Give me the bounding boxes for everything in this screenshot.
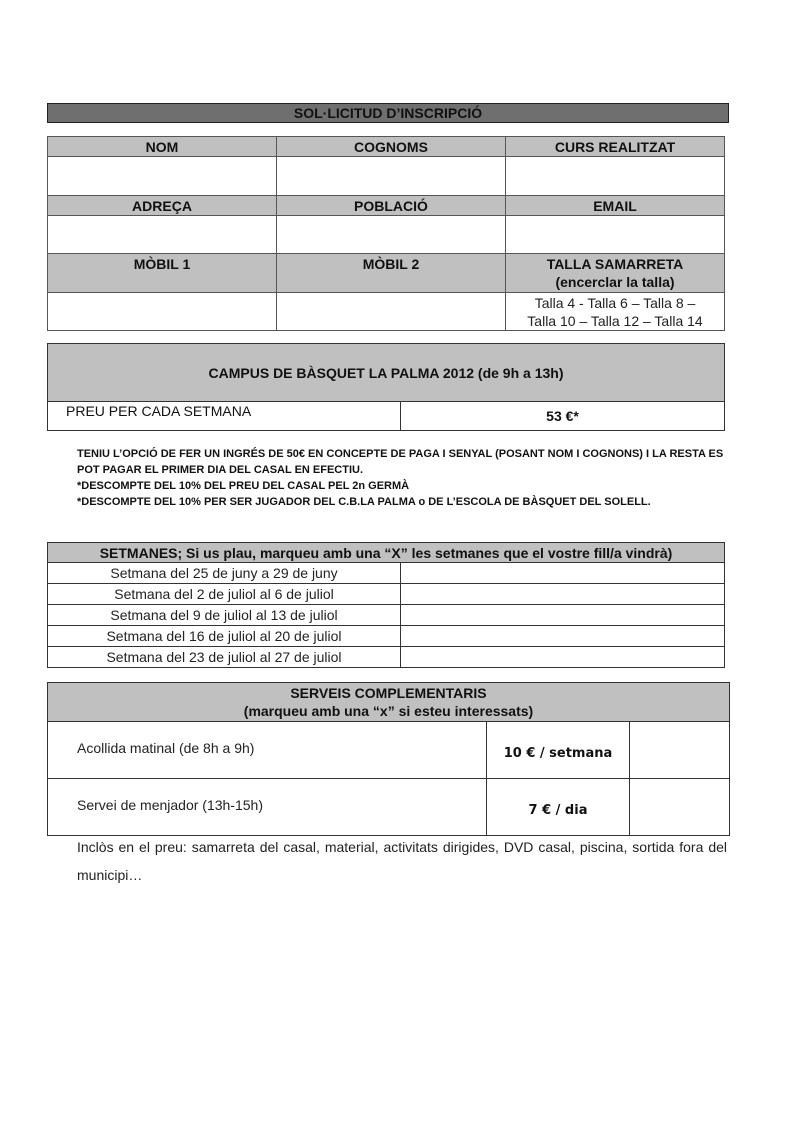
talla-options[interactable] [506, 293, 725, 331]
service-label: Acollida matinal (de 8h a 9h) [48, 722, 487, 779]
service-label: Servei de menjador (13h-15h) [48, 779, 487, 836]
form-title: SOL·LICITUD D’INSCRIPCIÓ [47, 103, 729, 123]
mobil2-field[interactable] [277, 293, 506, 331]
week-mark-cell[interactable] [401, 584, 725, 605]
poblacio-field[interactable] [277, 216, 506, 254]
talla-samarreta-note: (encerclar la talla) [555, 274, 675, 290]
registration-table [47, 136, 725, 331]
cognoms-field[interactable] [277, 157, 506, 196]
curs-realitzat-label: CURS REALITZAT [506, 137, 725, 157]
week-mark-cell[interactable] [401, 563, 725, 584]
campus-title: CAMPUS DE BÀSQUET LA PALMA 2012 (de 9h a 13h) [48, 344, 725, 402]
week-label: Setmana del 2 de juliol al 6 de juliol [48, 584, 401, 605]
note-deposit: TENIU L’OPCIÓ DE FER UN INGRÉS DE 50€ EN CONCEPTE DE PAGA I SENYAL (POSANT NOM I COGNONS) I LA RESTA ES POT PAGAR EL PRIMER DIA DEL CASAL EN EFECTIU. [77, 448, 724, 476]
nom-field[interactable] [48, 157, 277, 196]
email-field[interactable] [506, 216, 725, 254]
service-price-text: 10 € / setmana [503, 746, 613, 761]
included-note: Inclòs en el preu: samarreta del casal, material, activitats dirigides, DVD casal, piscina, sortida fora del municipi… [77, 839, 727, 883]
service-price [487, 779, 630, 836]
payment-notes [77, 446, 727, 510]
week-mark-cell[interactable] [401, 647, 725, 668]
adreca-label: ADREÇA [48, 196, 277, 216]
week-label: Setmana del 25 de juny a 29 de juny [48, 563, 401, 584]
mobil1-label: MÒBIL 1 [48, 254, 277, 293]
week-label: Setmana del 9 de juliol al 13 de juliol [48, 605, 401, 626]
week-label: Setmana del 16 de juliol al 20 de juliol [48, 626, 401, 647]
mobil1-field[interactable] [48, 293, 277, 331]
note-club-discount: *DESCOMPTE DEL 10% PER SER JUGADOR DEL C.B.LA PALMA o DE L’ESCOLA DE BÀSQUET DEL SOLELL. [77, 496, 651, 508]
campus-table [47, 343, 725, 431]
email-label: EMAIL [506, 196, 725, 216]
talla-options-line1: Talla 4 - Talla 6 – Talla 8 – [534, 294, 696, 311]
cognoms-label: COGNOMS [277, 137, 506, 157]
weeks-header: SETMANES; Si us plau, marqueu amb una “X” les setmanes que el vostre fill/a vindrà) [48, 543, 725, 563]
nom-label: NOM [48, 137, 277, 157]
service-price-text: 7 € / dia [528, 803, 588, 818]
week-mark-cell[interactable] [401, 605, 725, 626]
services-table [47, 682, 730, 836]
talla-samarreta-label [506, 254, 725, 293]
mobil2-label: MÒBIL 2 [277, 254, 506, 293]
week-mark-cell[interactable] [401, 626, 725, 647]
weeks-table [47, 542, 725, 668]
service-mark-cell[interactable] [630, 722, 730, 779]
talla-samarreta-title: TALLA SAMARRETA [546, 256, 684, 272]
services-title: SERVEIS COMPLEMENTARIS [290, 685, 487, 701]
talla-options-line2: Talla 10 – Talla 12 – Talla 14 [527, 312, 703, 329]
services-header [48, 683, 730, 722]
curs-realitzat-field[interactable] [506, 157, 725, 196]
service-price [487, 722, 630, 779]
service-mark-cell[interactable] [630, 779, 730, 836]
poblacio-label: POBLACIÓ [277, 196, 506, 216]
note-sibling-discount: *DESCOMPTE DEL 10% DEL PREU DEL CASAL PEL 2n GERMÀ [77, 480, 410, 492]
price-value: 53 €* [401, 402, 725, 431]
services-instructions: (marqueu amb una “x” si esteu interessats) [243, 703, 534, 719]
price-label: PREU PER CADA SETMANA [48, 402, 401, 431]
week-label: Setmana del 23 de juliol al 27 de juliol [48, 647, 401, 668]
adreca-field[interactable] [48, 216, 277, 254]
